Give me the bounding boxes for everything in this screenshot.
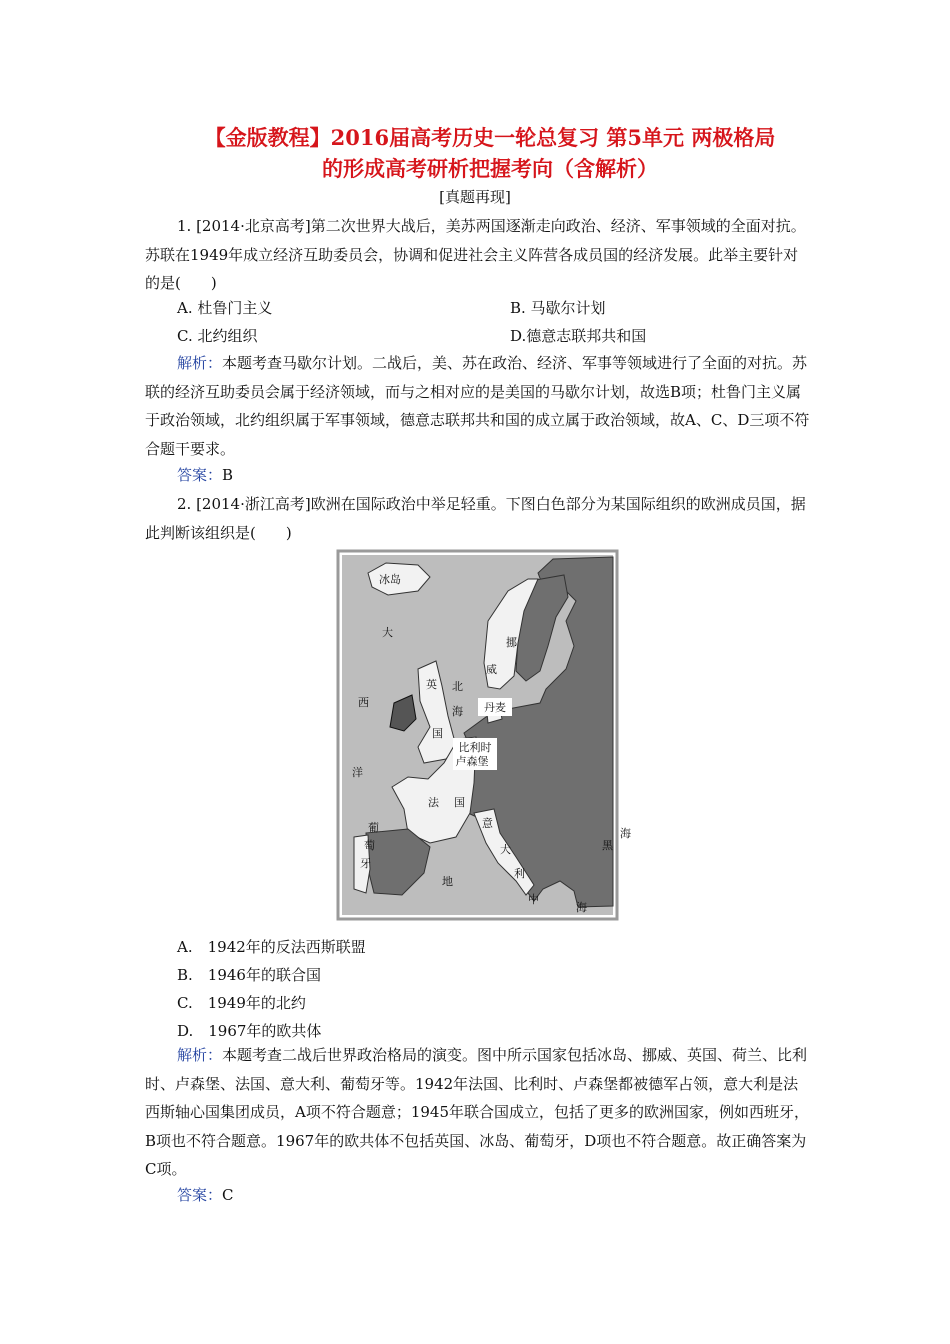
q2-option-a: A. 1942年的反法西斯联盟 bbox=[177, 938, 366, 956]
q1-answer bbox=[145, 461, 810, 490]
question-1-stem: 1. [2014·北京高考]第二次世界大战后，美苏两国逐渐走向政治、经济、军事领域的全面对抗。苏联在1949年成立经济互助委员会，协调和促进社会主义阵营各成员国的经济发展。此举主要针对的是( ) bbox=[145, 217, 806, 292]
q1-analysis bbox=[145, 349, 810, 463]
map-label-guo: 国 bbox=[454, 796, 465, 809]
q2-option-d: D. 1967年的欧共体 bbox=[177, 1022, 322, 1040]
map-label-bei: 北 bbox=[452, 680, 463, 693]
section-heading: [真题再现] bbox=[439, 188, 511, 206]
map-label-zhong: 中 bbox=[528, 893, 539, 906]
document-title-line-1: 【金版教程】2016届高考历史一轮总复习 第5单元 两极格局 bbox=[204, 125, 776, 150]
map-label-iceland: 冰岛 bbox=[379, 573, 401, 586]
q2-answer bbox=[145, 1181, 810, 1210]
map-label-yang: 洋 bbox=[352, 766, 363, 779]
q1-option-a: A. 杜鲁门主义 bbox=[177, 299, 273, 317]
europe-map bbox=[338, 551, 631, 919]
map-label-di: 地 bbox=[442, 875, 453, 888]
q2-analysis-text: 本题考查二战后世界政治格局的演变。图中所示国家包括冰岛、挪威、英国、荷兰、比利时、卢森堡、法国、意大利、葡萄牙等。1942年法国、比利时、卢森堡都被德军占领，意大利是法西斯轴心国集团成员，A项不符合题意；1945年联合国成立，包括了更多的欧洲国家，例如西班牙，B项也不符合题意。1967年的欧共体不包括英国、冰岛、葡萄牙，D项也不符合题意。故正确答案为C项。 bbox=[145, 1046, 810, 1178]
q2-analysis bbox=[145, 1041, 810, 1184]
map-label-hai-2: 海 bbox=[576, 901, 587, 914]
q2-answer-label: 答案： bbox=[177, 1186, 223, 1204]
q2-analysis-label: 解析： bbox=[177, 1046, 223, 1064]
q2-option-b: B. 1946年的联合国 bbox=[177, 966, 321, 984]
map-label-da: 大 bbox=[382, 626, 393, 639]
q1-option-c: C. 北约组织 bbox=[177, 327, 258, 345]
q2-option-c: C. 1949年的北约 bbox=[177, 994, 306, 1012]
q1-analysis-label: 解析： bbox=[177, 354, 223, 372]
map-label-luxembourg: 卢森堡 bbox=[455, 755, 489, 768]
map-label-norway-2: 威 bbox=[486, 663, 497, 676]
map-label-portugal-1: 葡 bbox=[368, 821, 379, 834]
map-label-norway-1: 挪 bbox=[506, 636, 517, 649]
q1-answer-value: B bbox=[222, 466, 234, 484]
q1-option-d: D.德意志联邦共和国 bbox=[510, 327, 647, 345]
map-label-hai: 海 bbox=[452, 705, 463, 718]
map-label-belgium: 比利时 bbox=[458, 741, 492, 754]
document-title-line-2: 的形成高考研析把握考向（含解析） bbox=[322, 156, 658, 181]
question-2-stem: 2. [2014·浙江高考]欧洲在国际政治中举足轻重。下图白色部分为某国际组织的欧洲成员国，据此判断该组织是( ) bbox=[145, 495, 806, 542]
map-label-denmark: 丹麦 bbox=[484, 701, 506, 714]
q1-analysis-text: 本题考查马歇尔计划。二战后，美、苏在政治、经济、军事等领域进行了全面的对抗。苏联的经济互助委员会属于经济领域，而与之相对应的是美国的马歇尔计划，故选B项；杜鲁门主义属于政治领域，北约组织属于军事领域，德意志联邦共和国的成立属于政治领域，故A、C、D三项不符合题干要求。 bbox=[145, 354, 810, 458]
q1-option-b: B. 马歇尔计划 bbox=[510, 299, 606, 317]
map-label-italy-2: 大 bbox=[500, 843, 511, 856]
map-label-uk-2: 国 bbox=[432, 727, 443, 740]
map-label-fa: 法 bbox=[428, 796, 439, 809]
map-label-black-sea-2: 黑 bbox=[602, 839, 613, 852]
map-label-xi: 西 bbox=[358, 696, 369, 709]
map-label-italy-1: 意 bbox=[482, 817, 493, 830]
map-label-uk-1: 英 bbox=[426, 678, 437, 691]
map-label-portugal-2: 萄 bbox=[364, 839, 375, 852]
map-label-portugal-3: 牙 bbox=[360, 857, 371, 870]
q1-answer-label: 答案： bbox=[177, 466, 223, 484]
q2-answer-value: C bbox=[222, 1186, 234, 1204]
map-label-black-sea-1: 海 bbox=[620, 827, 631, 840]
map-label-italy-3: 利 bbox=[514, 867, 525, 880]
